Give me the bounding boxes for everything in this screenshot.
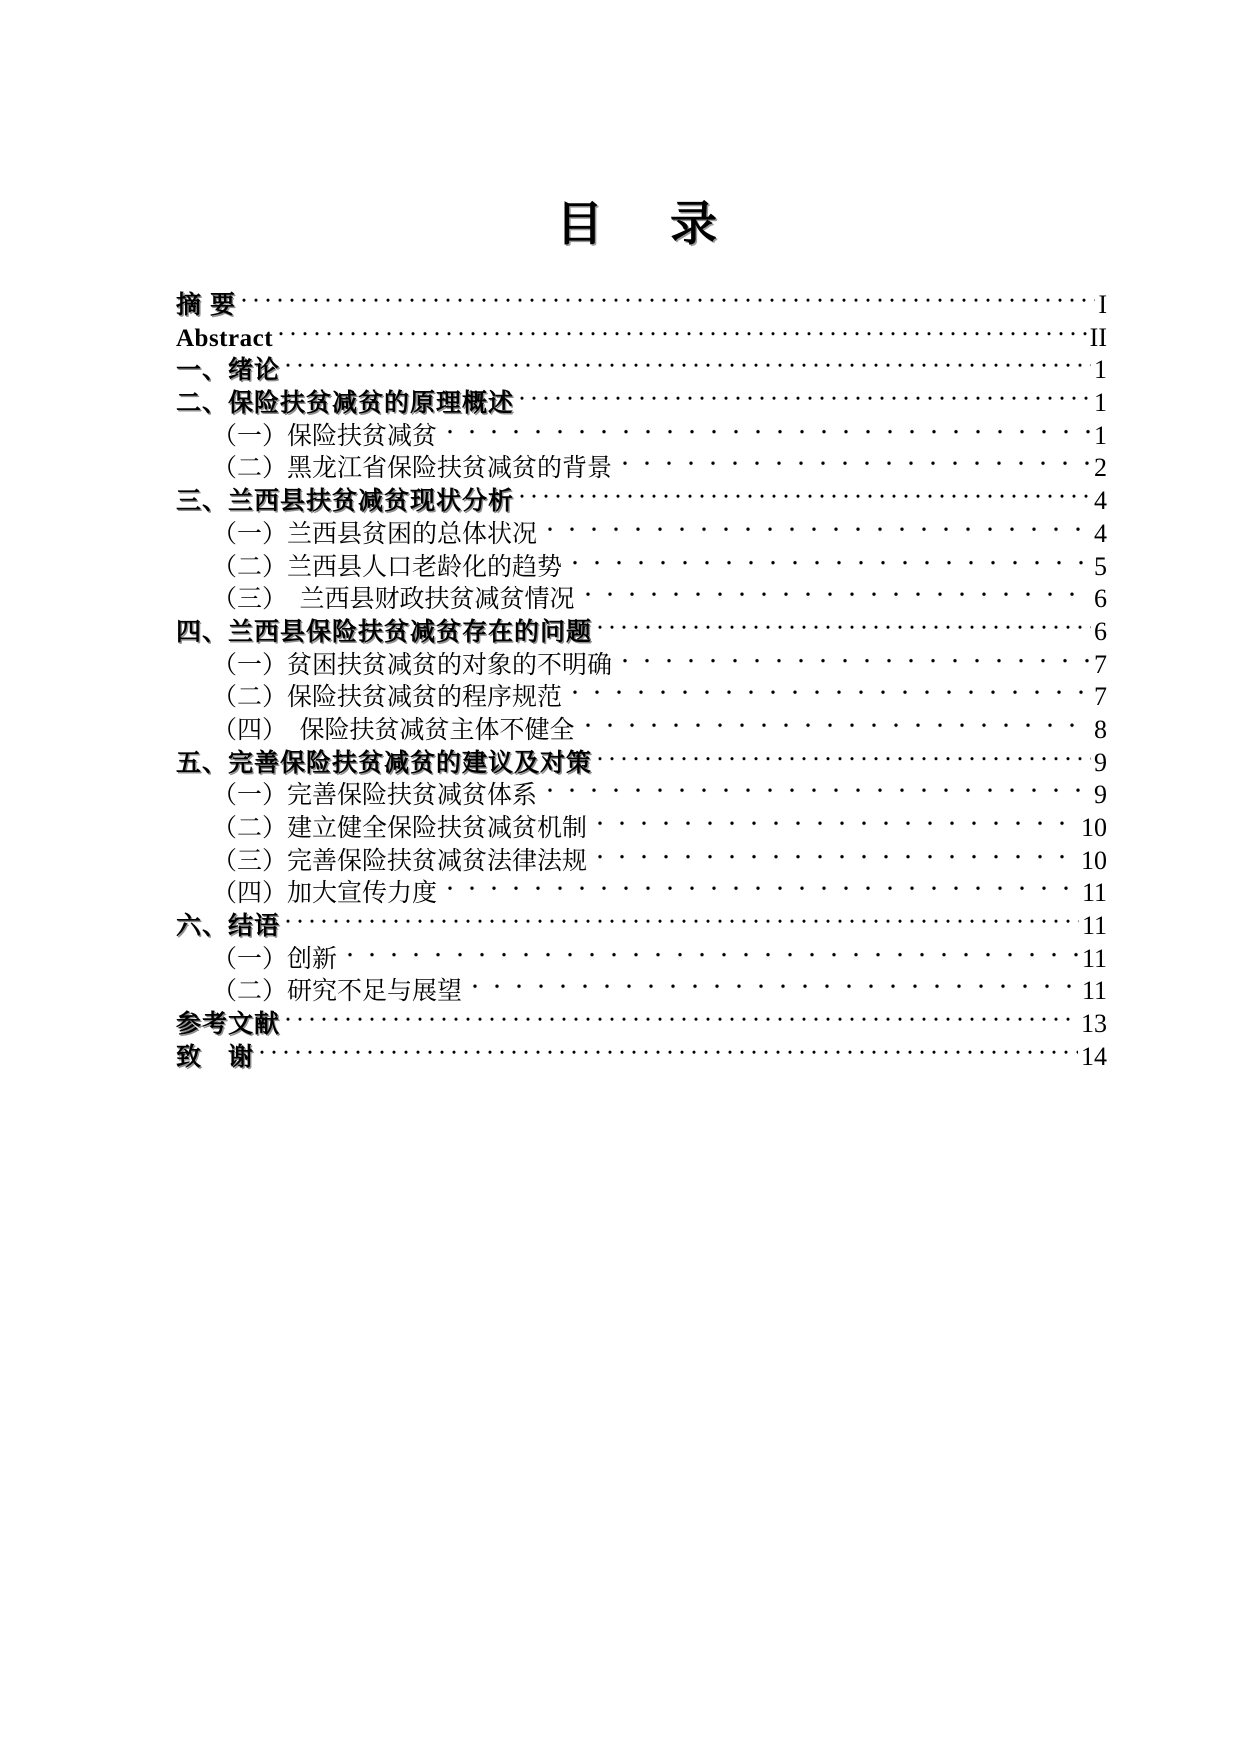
dot-leader: [439, 877, 1079, 910]
toc-entry: [176, 845, 1107, 878]
dot-leader: [256, 1041, 1078, 1074]
toc-entry-page: 4: [1094, 518, 1107, 548]
dot-leader: [539, 518, 1091, 551]
toc-entry: [176, 289, 1107, 322]
toc-entry: [176, 910, 1107, 943]
toc-entry-page: 11: [1081, 943, 1107, 973]
toc-entry-label: 参考文献: [176, 1010, 281, 1039]
dot-leader: [339, 943, 1079, 976]
toc-entry-label: 三、兰西县扶贫减贫现状分析: [176, 487, 515, 516]
dot-leader: [516, 387, 1091, 420]
toc-entry: [176, 616, 1107, 649]
toc-entry-label: 四、兰西县保险扶贫减贫存在的问题: [176, 617, 593, 646]
dot-leader: [594, 747, 1091, 780]
toc-entry-page: 11: [1081, 911, 1107, 941]
toc-entry-page: 8: [1094, 714, 1107, 744]
toc-entry-label: （二）保险扶贫减贫的程序规范: [212, 684, 563, 712]
toc-entry: [176, 681, 1107, 714]
toc-entry-page: 9: [1094, 780, 1107, 810]
toc-entry-label: 五、完善保险扶贫减贫的建议及对策: [176, 748, 593, 777]
toc-entry-label: 一、绪论: [176, 356, 281, 385]
toc-entry: [176, 518, 1107, 551]
toc-entry-page: 9: [1094, 747, 1107, 777]
dot-leader: [594, 616, 1091, 649]
dot-leader: [282, 910, 1079, 943]
toc-entry-page: 7: [1094, 649, 1107, 679]
toc-entry-label: （一）完善保险扶贫减贫体系: [212, 782, 538, 810]
dot-leader: [589, 845, 1078, 878]
toc-entry-label: （二）兰西县人口老龄化的趋势: [212, 553, 563, 581]
dot-leader: [564, 681, 1091, 714]
toc-entry-label: （一）保险扶贫减贫: [212, 422, 438, 450]
toc-entry-page: 1: [1094, 420, 1107, 450]
toc-entry-page: II: [1089, 322, 1107, 352]
toc-entry: [176, 649, 1107, 682]
dot-leader: [275, 322, 1087, 355]
dot-leader: [439, 420, 1091, 453]
toc-entry-label: （三）完善保险扶贫减贫法律法规: [212, 847, 588, 875]
toc-entry: [176, 452, 1107, 485]
toc-entry: [176, 322, 1107, 355]
toc-entry-page: 11: [1081, 878, 1107, 908]
toc-entry-label: （四）加大宣传力度: [212, 880, 438, 908]
page-title: 目 录: [556, 197, 727, 250]
toc-entry-page: 14: [1081, 1041, 1107, 1071]
toc-entry-page: 10: [1081, 845, 1107, 875]
dot-leader: [539, 779, 1091, 812]
dot-leader: [516, 485, 1091, 518]
toc-entry: [176, 975, 1107, 1008]
toc-entry: [176, 1041, 1107, 1074]
dot-leader: [589, 812, 1078, 845]
toc-entry: [176, 420, 1107, 453]
dot-leader: [238, 289, 1095, 322]
toc-entry-label: Abstract: [176, 324, 274, 352]
toc-entry-page: 4: [1094, 486, 1107, 516]
dot-leader: [282, 354, 1091, 387]
toc-entry-label: 二、保险扶贫减贫的原理概述: [176, 389, 515, 418]
toc-entry-page: 10: [1081, 813, 1107, 842]
toc-entry-page: 1: [1094, 355, 1107, 385]
toc-entry: [176, 485, 1107, 518]
toc-entry: [176, 551, 1107, 584]
toc-entry: [176, 354, 1107, 387]
toc-entry-page: 2: [1094, 453, 1107, 483]
toc-entry-page: 13: [1081, 1009, 1107, 1039]
toc-entry-label: （四） 保险扶贫减贫主体不健全: [212, 716, 575, 744]
dot-leader: [577, 714, 1091, 747]
toc-entry-label: （二）建立健全保险扶贫减贫机制: [212, 815, 588, 842]
toc-entry-page: 11: [1081, 976, 1107, 1006]
dot-leader: [282, 1008, 1078, 1041]
toc-entry: [176, 714, 1107, 747]
dot-leader: [614, 452, 1091, 485]
toc-entry: [176, 747, 1107, 780]
toc-entry-label: 六、结语: [176, 912, 281, 941]
toc-entry-label: 摘 要: [176, 291, 236, 319]
toc-entry-label: （二）黑龙江省保险扶贫减贫的背景: [212, 455, 613, 483]
toc-entry-page: 6: [1094, 616, 1107, 646]
toc-entry-page: 1: [1094, 388, 1107, 418]
toc-entry: [176, 877, 1107, 910]
dot-leader: [577, 583, 1091, 616]
toc-entry: [176, 387, 1107, 420]
dot-leader: [464, 975, 1079, 1008]
toc-entry-label: （一）贫困扶贫减贫的对象的不明确: [212, 651, 613, 679]
toc-entry-label: （二）研究不足与展望: [212, 978, 463, 1006]
toc-entry: [176, 812, 1107, 845]
toc-entry: [176, 583, 1107, 616]
toc-entry-page: 7: [1094, 682, 1107, 712]
toc-entry-page: 6: [1094, 584, 1107, 614]
dot-leader: [614, 649, 1091, 682]
toc-entry: [176, 779, 1107, 812]
toc-entry-label: （一）兰西县贫困的总体状况: [212, 520, 538, 548]
toc-entry-page: I: [1098, 290, 1107, 319]
toc-entry: [176, 943, 1107, 976]
toc-entry-label: （一）创新: [212, 945, 338, 973]
toc-entry-label: 致 谢: [176, 1042, 255, 1071]
toc-entry-label: （三） 兰西县财政扶贫减贫情况: [212, 586, 575, 614]
toc-entry: [176, 1008, 1107, 1041]
toc-entry-page: 5: [1094, 551, 1107, 581]
dot-leader: [564, 551, 1091, 584]
table-of-contents: [176, 289, 1107, 1074]
